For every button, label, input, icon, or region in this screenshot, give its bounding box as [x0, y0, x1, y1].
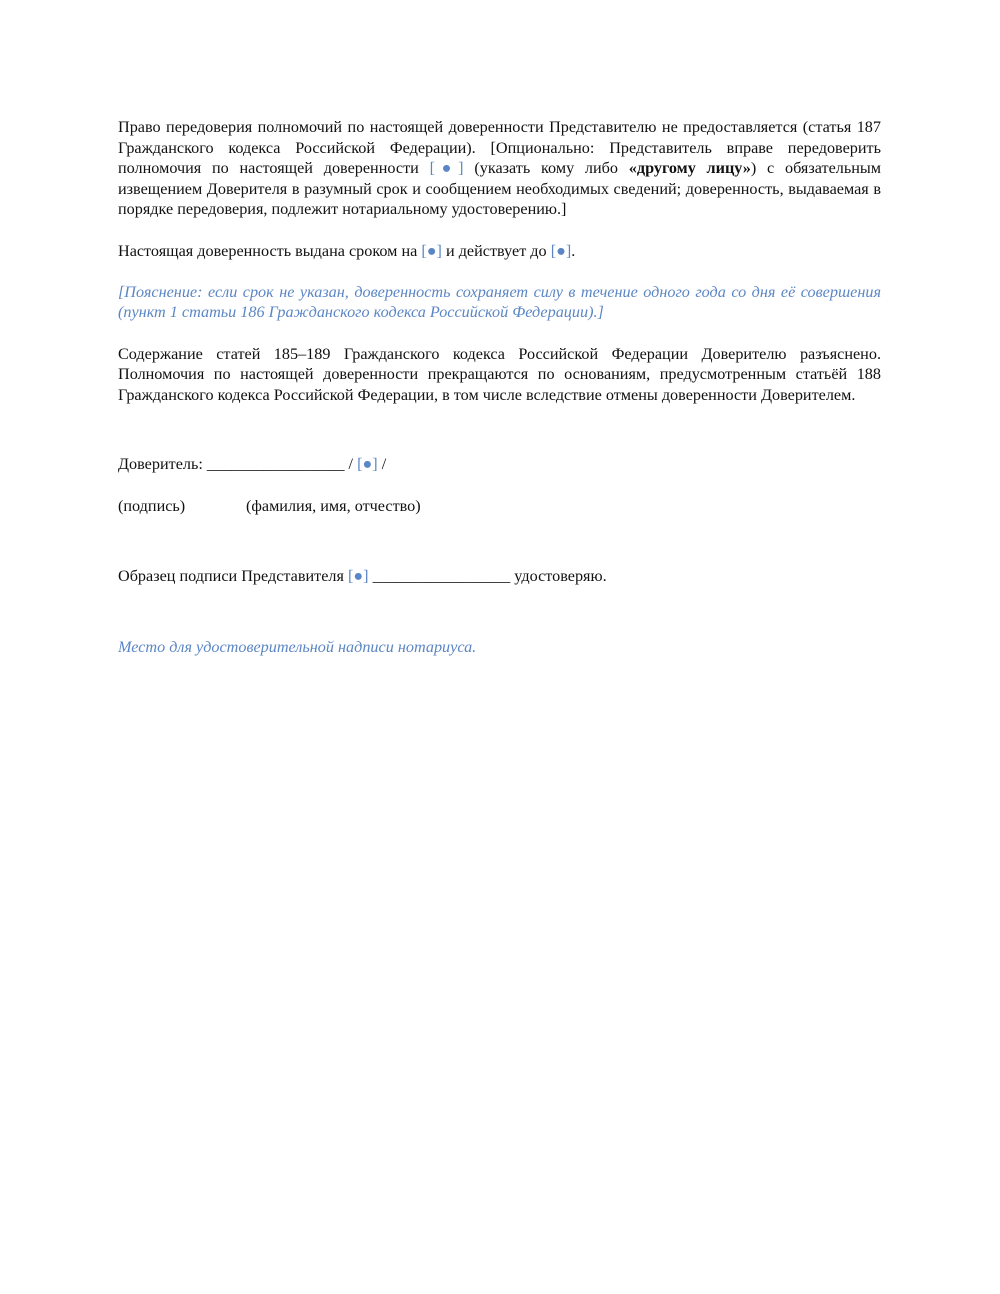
- placeholder-representative-name[interactable]: [●]: [348, 567, 369, 586]
- document-page: [118, 117, 881, 657]
- articles-explained-paragraph: Содержание статей 185–189 Гражданского кодекса Российской Федерации Доверителю разъяснено. Полномочия по настоящей доверенности прекращаются по основаниям, предусмотренным статьёй 188 Гражданского кодекса Российской Федерации, в том числе вследствие отмены доверенности Доверителем.: [118, 344, 881, 404]
- principal-separator-2: /: [377, 455, 387, 474]
- principal-label: Доверитель:: [118, 455, 207, 474]
- subdelegation-bold-text: «другому лицу»: [628, 159, 751, 178]
- term-text-3: .: [571, 241, 576, 260]
- principal-signature-line: [118, 454, 881, 475]
- signature-caption: (подпись): [118, 496, 186, 515]
- specimen-signature-blank[interactable]: _________________: [368, 567, 515, 586]
- full-name-caption: (фамилия, имя, отчество): [246, 496, 421, 515]
- spacer: [118, 475, 881, 496]
- signature-captions: [118, 496, 881, 517]
- notary-inscription-note: Место для удостоверительной надписи нотариуса.: [118, 637, 477, 656]
- spacer: [118, 405, 881, 454]
- spacer: [118, 587, 881, 637]
- subdelegation-paragraph: [118, 117, 881, 220]
- placeholder-valid-until[interactable]: [●]: [550, 241, 572, 260]
- term-text-1: Настоящая доверенность выдана сроком на: [118, 241, 422, 260]
- placeholder-subdelegate[interactable]: [●]: [429, 159, 464, 178]
- subdelegation-text-3: ) с обязательным извещением Доверителя в разумный срок и сообщением необходимых сведений; доверенность, выдаваемая в порядке передоверия, подлежит нотариальному удостоверению.]: [118, 159, 882, 219]
- subdelegation-text-1: Право передоверия полномочий по настоящей доверенности Представителю не предоставляется (статья 187 Гражданского кодекса Российской Федерации). [Опционально: Представитель вправе передоверить полномочия по настоящей доверенности: [118, 118, 881, 178]
- specimen-text-1: Образец подписи Представителя: [118, 567, 349, 586]
- principal-separator-1: /: [344, 455, 358, 474]
- representative-specimen-line: [118, 566, 881, 587]
- subdelegation-text-2: (указать кому либо: [463, 159, 629, 178]
- spacer: [118, 516, 881, 566]
- term-explanation-note: [Пояснение: если срок не указан, доверенность сохраняет силу в течение одного года со дня её совершения (пункт 1 статьи 186 Гражданского кодекса Российской Федерации).]: [118, 282, 881, 322]
- principal-signature-blank[interactable]: _________________: [206, 455, 345, 474]
- placeholder-term[interactable]: [●]: [421, 241, 442, 260]
- term-text-2: и действует до: [441, 241, 551, 260]
- spacer: [118, 261, 881, 282]
- spacer: [118, 220, 881, 241]
- spacer: [118, 323, 881, 344]
- placeholder-principal-name[interactable]: [●]: [357, 455, 378, 474]
- specimen-text-2: удостоверяю.: [514, 567, 607, 586]
- term-paragraph: [118, 241, 881, 262]
